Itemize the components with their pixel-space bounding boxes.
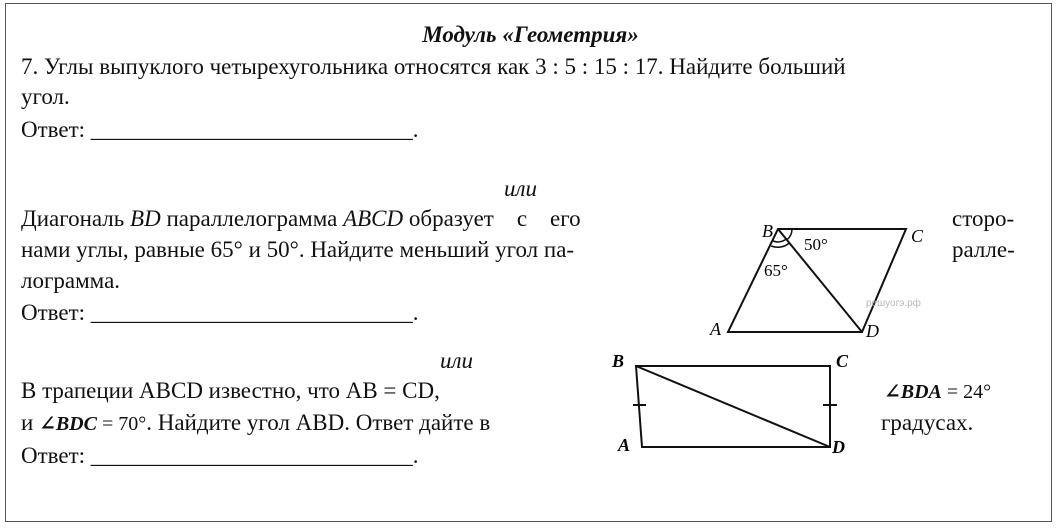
task2-line2-right: ралле- — [952, 237, 1015, 262]
task3-line2-right: градусах. — [881, 410, 974, 435]
answer-period: . — [412, 300, 419, 325]
answer-period: . — [412, 117, 419, 142]
text-segment: . Найдите угол ABD. Ответ дайте в — [146, 410, 491, 435]
separator-or: или — [440, 348, 474, 373]
angle-bdc-value: = 70° — [96, 413, 147, 435]
task2-line1-right: сторо- — [952, 206, 1015, 231]
task1-line1: 7. Углы выпуклого четырехугольника относятся как 3 : 5 : 15 : 17. Найдите больший — [21, 54, 846, 79]
segment-bd: BD — [130, 206, 161, 231]
vertex-b-label: B — [612, 351, 625, 371]
angle-bda-value: = 24° — [941, 381, 992, 403]
text-segment: образует с его — [403, 206, 581, 231]
trapezoid-figure — [608, 345, 868, 465]
angle-arc-cbd — [787, 229, 792, 240]
parallelogram-figure — [700, 215, 950, 345]
diagonal-bd — [636, 366, 830, 447]
angle-bda: ∠BDA — [884, 381, 942, 403]
vertex-d-label: D — [832, 437, 845, 457]
text-segment: параллелограмма — [160, 206, 344, 231]
angle-arc-abd-outer — [771, 243, 789, 247]
vertex-c-label: C — [911, 226, 924, 246]
text-segment: Диагональ — [21, 206, 131, 231]
answer-period: . — [412, 443, 419, 468]
angle-arc-abd — [773, 239, 786, 242]
watermark: решуогэ.рф — [866, 298, 921, 309]
task3-line1: В трапеции ABCD известно, что AB = CD, — [21, 378, 440, 403]
angle-50-label: 50° — [804, 235, 828, 254]
vertex-a-label: A — [710, 319, 721, 339]
task2-answer — [21, 300, 419, 326]
task2-line2: нами углы, равные 65° и 50°. Найдите меньший угол па- — [21, 237, 575, 262]
vertex-a-label: A — [618, 435, 631, 455]
text-segment: и — [21, 410, 40, 435]
answer-blank: ____________________________ — [90, 117, 413, 142]
answer-label: Ответ: — [21, 117, 91, 142]
task1-line2: угол. — [21, 84, 70, 109]
task2-line3: лограмма. — [21, 268, 121, 293]
answer-blank: ____________________________ — [90, 300, 413, 325]
answer-blank: ____________________________ — [90, 443, 413, 468]
task3-line1-right — [884, 378, 991, 405]
vertex-c-label: C — [836, 351, 849, 371]
angle-bdc: ∠BDC — [39, 413, 97, 435]
page-title: Модуль «Геометрия» — [422, 22, 639, 47]
figure-abcd: ABCD — [343, 206, 404, 231]
task1-answer — [21, 117, 419, 143]
vertex-b-label: B — [762, 221, 773, 241]
answer-label: Ответ: — [21, 443, 91, 468]
vertex-d-label: D — [866, 321, 879, 341]
angle-65-label: 65° — [764, 261, 788, 280]
separator-or: или — [504, 176, 538, 201]
task3-answer — [21, 443, 419, 469]
task2-line1 — [21, 206, 581, 232]
answer-label: Ответ: — [21, 300, 91, 325]
task3-line2 — [21, 410, 490, 437]
